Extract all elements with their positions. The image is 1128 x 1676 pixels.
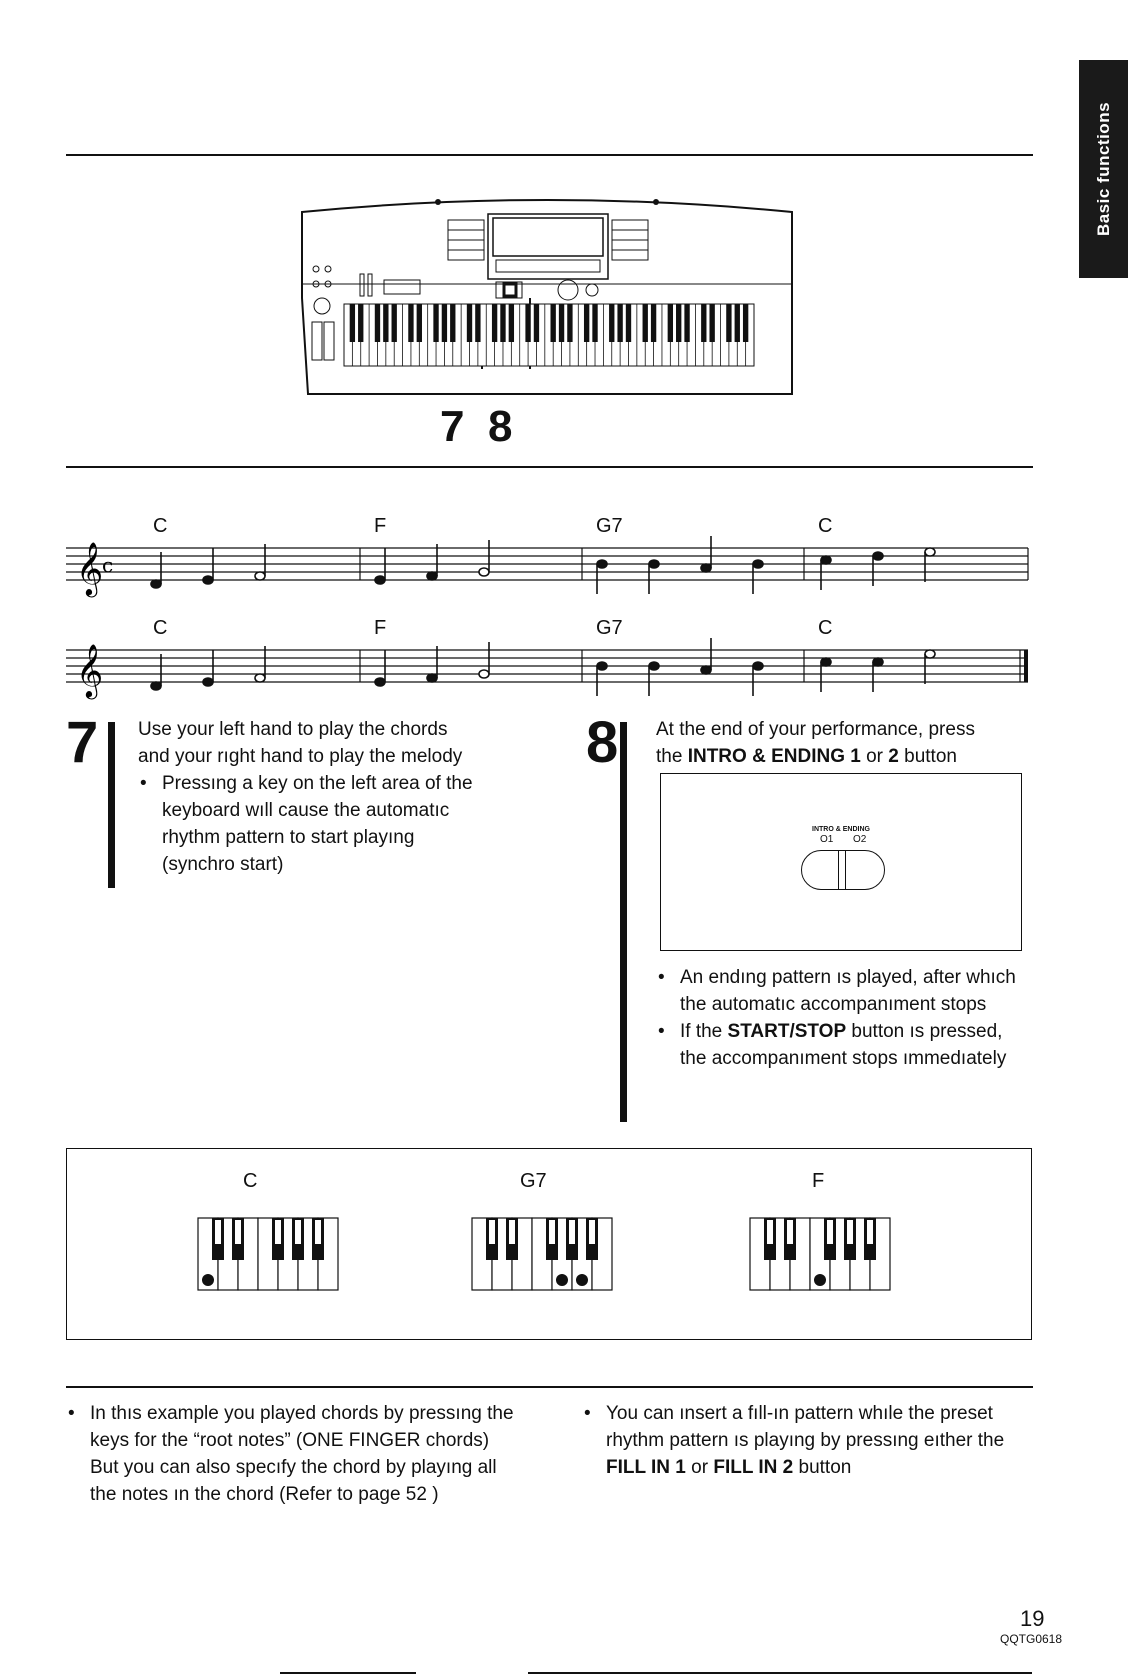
step-7-text	[138, 716, 538, 878]
intro-ending-panel	[660, 773, 1022, 951]
black-key-highlight	[509, 1220, 515, 1244]
section-tab-label: Basic functions	[1093, 101, 1113, 237]
step-7-bar	[108, 722, 115, 888]
top-rule	[66, 154, 1033, 156]
black-key-highlight	[867, 1220, 873, 1244]
intro-ending-label: INTRO & ENDING	[812, 826, 870, 833]
chord-label-c: C	[243, 1170, 258, 1192]
bottom-rule	[66, 1386, 1033, 1388]
note-left	[66, 1400, 518, 1508]
note-right-text: • You can ınsert a fıll-ın pattern whıle the preset rhythm pattern ıs playıng by pressıng eıther the FILL IN 1 or FILL IN 2 button	[582, 1400, 1034, 1481]
black-key-highlight	[787, 1220, 793, 1244]
footer-rule-left	[280, 1672, 416, 1674]
step-8-line2: the INTRO & ENDING 1 or 2 button	[656, 746, 957, 767]
middle-rule	[66, 466, 1033, 468]
score-chord: C	[818, 515, 833, 537]
step-7-line1: Use your left hand to play the chords	[138, 719, 448, 740]
score-chord: F	[374, 515, 387, 537]
black-key-highlight	[215, 1220, 221, 1244]
black-key-highlight	[569, 1220, 575, 1244]
score-chord: G7	[596, 515, 623, 537]
step-8-bullet-2: • If the START/STOP button ıs pressed, the accompanıment stops ımmedıately	[656, 1018, 1032, 1072]
black-key-highlight	[589, 1220, 595, 1244]
black-key-highlight	[295, 1220, 301, 1244]
callout-8: 8	[488, 402, 513, 451]
svg-text:𝄞: 𝄞	[76, 541, 104, 595]
black-key-highlight	[847, 1220, 853, 1244]
score-chord: C	[153, 617, 168, 639]
score-chord: F	[374, 617, 387, 639]
step-7-number: 7	[66, 710, 99, 775]
chord-keyboard-c	[196, 1216, 342, 1296]
step-7-line2: and your rıght hand to play the melody	[138, 746, 463, 767]
step-8-bullet-1: • An endıng pattern ıs played, after whıch the automatıc accompanıment stops	[656, 964, 1032, 1018]
black-key-highlight	[235, 1220, 241, 1244]
svg-text:𝄞: 𝄞	[76, 643, 104, 697]
black-key-highlight	[489, 1220, 495, 1244]
black-key-highlight	[315, 1220, 321, 1244]
note-right	[582, 1400, 1034, 1481]
intro-ending-option-1: O1	[820, 834, 834, 845]
step-8-text	[656, 716, 1056, 770]
keyboard-illustration	[298, 194, 798, 404]
chord-label-f: F	[812, 1170, 825, 1192]
step-7-bullet: • Pressıng a key on the left area of the keyboard wıll cause the automatıc rhythm pattern to start playıng (synchro start)	[138, 770, 492, 878]
intro-ending-button[interactable]	[801, 850, 885, 890]
step-8-bullets	[656, 964, 1032, 1072]
chord-keyboard-f	[748, 1216, 894, 1296]
black-key-highlight	[275, 1220, 281, 1244]
step-8-line1: At the end of your performance, press	[656, 719, 975, 740]
score-chord: C	[818, 617, 833, 639]
section-tab	[1079, 60, 1128, 278]
svg-text:c: c	[102, 553, 114, 577]
black-key-highlight	[549, 1220, 555, 1244]
footer-rule-right	[528, 1672, 1032, 1674]
document-code: QQTG0618	[1000, 1632, 1063, 1646]
music-staff-2	[66, 630, 1036, 700]
black-key-highlight	[767, 1220, 773, 1244]
step-8-number: 8	[586, 710, 619, 775]
pressed-key-dot	[202, 1274, 214, 1286]
pressed-key-dot	[576, 1274, 588, 1286]
pressed-key-dot	[556, 1274, 568, 1286]
pressed-key-dot	[814, 1274, 826, 1286]
chord-keyboard-g7	[470, 1216, 616, 1296]
music-staff-1	[66, 528, 1036, 598]
score-chord: G7	[596, 617, 623, 639]
intro-ending-option-2: O2	[853, 834, 867, 845]
callout-7: 7	[440, 402, 465, 451]
black-key-highlight	[827, 1220, 833, 1244]
step-8-bar	[620, 722, 627, 1122]
note-left-text: • In thıs example you played chords by pressıng the keys for the “root notes” (ONE FINGER chords) But you can also specıfy the chord by playıng all the notes ın the chord (Refer to page 52 )	[66, 1400, 518, 1508]
score-chord: C	[153, 515, 168, 537]
chord-label-g7: G7	[520, 1170, 547, 1192]
page-number: 19	[1020, 1606, 1045, 1631]
